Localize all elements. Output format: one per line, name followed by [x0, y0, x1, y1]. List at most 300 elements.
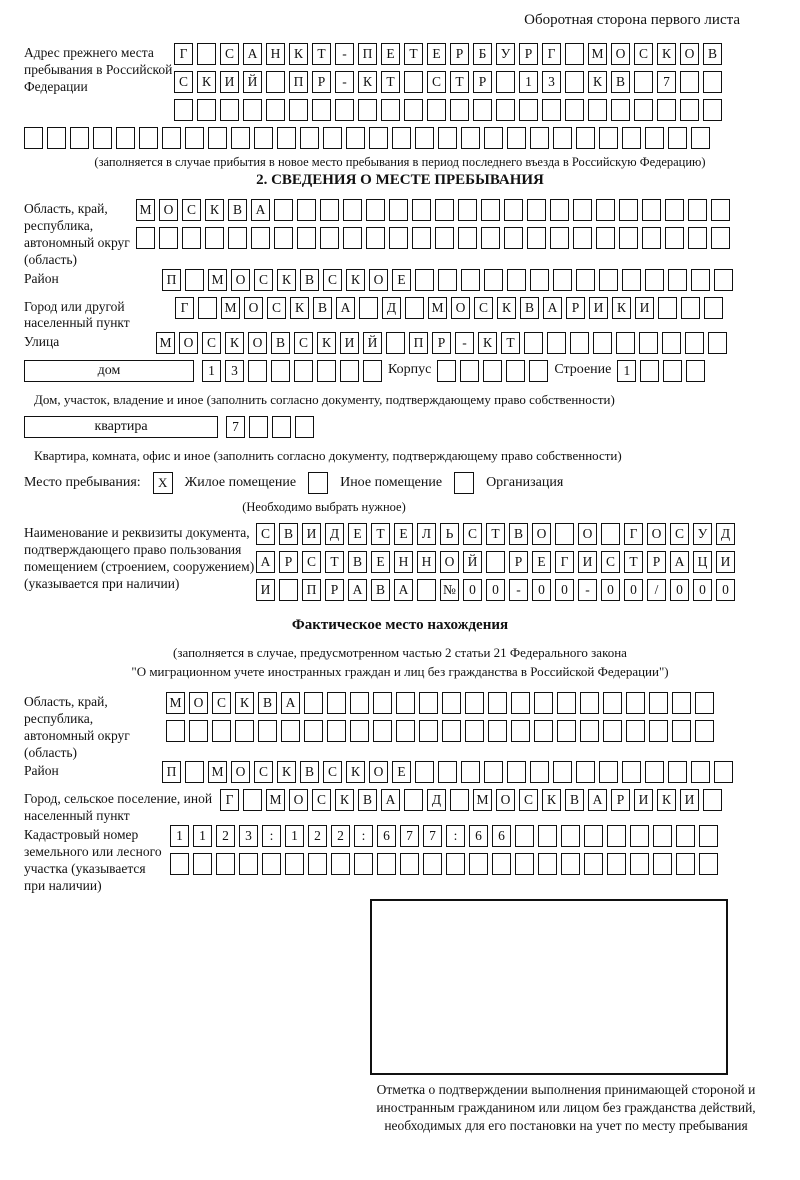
- char-cell[interactable]: [576, 269, 595, 291]
- char-cell[interactable]: [389, 227, 408, 249]
- checkbox-organization[interactable]: [454, 472, 474, 494]
- char-cell[interactable]: К: [289, 43, 308, 65]
- char-cell[interactable]: :: [262, 825, 281, 847]
- char-cell[interactable]: [469, 853, 488, 875]
- char-cell[interactable]: [235, 720, 254, 742]
- char-cell[interactable]: Т: [381, 71, 400, 93]
- char-cell[interactable]: [607, 853, 626, 875]
- char-cell[interactable]: [507, 269, 526, 291]
- char-cell[interactable]: [220, 99, 239, 121]
- char-cell[interactable]: [668, 127, 687, 149]
- char-cell[interactable]: О: [289, 789, 308, 811]
- char-cell[interactable]: [404, 789, 423, 811]
- char-cell[interactable]: С: [174, 71, 193, 93]
- char-cell[interactable]: [630, 853, 649, 875]
- char-cell[interactable]: [473, 99, 492, 121]
- char-cell[interactable]: [136, 227, 155, 249]
- char-cell[interactable]: [680, 99, 699, 121]
- char-cell[interactable]: [438, 127, 457, 149]
- char-cell[interactable]: [185, 761, 204, 783]
- char-cell[interactable]: Д: [427, 789, 446, 811]
- char-cell[interactable]: У: [693, 523, 712, 545]
- char-cell[interactable]: Е: [371, 551, 390, 573]
- char-cell[interactable]: О: [244, 297, 263, 319]
- char-cell[interactable]: [458, 199, 477, 221]
- char-cell[interactable]: [565, 43, 584, 65]
- char-cell[interactable]: А: [251, 199, 270, 221]
- char-cell[interactable]: О: [231, 761, 250, 783]
- char-cell[interactable]: [576, 761, 595, 783]
- char-cell[interactable]: Й: [463, 551, 482, 573]
- char-cell[interactable]: [323, 127, 342, 149]
- char-cell[interactable]: [182, 227, 201, 249]
- char-cell[interactable]: П: [302, 579, 321, 601]
- char-cell[interactable]: [279, 579, 298, 601]
- char-cell[interactable]: 0: [693, 579, 712, 601]
- char-cell[interactable]: [557, 692, 576, 714]
- char-cell[interactable]: [289, 99, 308, 121]
- char-cell[interactable]: С: [220, 43, 239, 65]
- char-cell[interactable]: [442, 720, 461, 742]
- char-cell[interactable]: Р: [450, 43, 469, 65]
- char-cell[interactable]: С: [212, 692, 231, 714]
- char-cell[interactable]: [304, 720, 323, 742]
- char-cell[interactable]: К: [335, 789, 354, 811]
- char-cell[interactable]: [653, 853, 672, 875]
- char-cell[interactable]: [538, 853, 557, 875]
- char-cell[interactable]: [676, 825, 695, 847]
- char-cell[interactable]: [483, 360, 502, 382]
- char-cell[interactable]: [366, 199, 385, 221]
- char-cell[interactable]: [496, 99, 515, 121]
- char-cell[interactable]: 7: [400, 825, 419, 847]
- char-cell[interactable]: 1: [519, 71, 538, 93]
- char-cell[interactable]: С: [601, 551, 620, 573]
- house-type-box[interactable]: дом: [24, 360, 194, 382]
- char-cell[interactable]: 1: [193, 825, 212, 847]
- char-cell[interactable]: [350, 720, 369, 742]
- char-cell[interactable]: [249, 416, 268, 438]
- char-cell[interactable]: 0: [532, 579, 551, 601]
- char-cell[interactable]: [170, 853, 189, 875]
- char-cell[interactable]: Е: [381, 43, 400, 65]
- char-cell[interactable]: О: [440, 551, 459, 573]
- char-cell[interactable]: [70, 127, 89, 149]
- char-cell[interactable]: [400, 853, 419, 875]
- char-cell[interactable]: К: [358, 71, 377, 93]
- char-cell[interactable]: Б: [473, 43, 492, 65]
- char-cell[interactable]: М: [428, 297, 447, 319]
- char-cell[interactable]: [335, 99, 354, 121]
- char-cell[interactable]: 3: [225, 360, 244, 382]
- char-cell[interactable]: [534, 692, 553, 714]
- char-cell[interactable]: [484, 269, 503, 291]
- char-cell[interactable]: [688, 227, 707, 249]
- char-cell[interactable]: [272, 416, 291, 438]
- char-cell[interactable]: [547, 332, 566, 354]
- char-cell[interactable]: [550, 227, 569, 249]
- char-cell[interactable]: М: [588, 43, 607, 65]
- char-cell[interactable]: К: [235, 692, 254, 714]
- char-cell[interactable]: [570, 332, 589, 354]
- char-cell[interactable]: [588, 99, 607, 121]
- char-cell[interactable]: П: [409, 332, 428, 354]
- char-cell[interactable]: [281, 720, 300, 742]
- char-cell[interactable]: С: [256, 523, 275, 545]
- char-cell[interactable]: [573, 227, 592, 249]
- char-cell[interactable]: [419, 692, 438, 714]
- char-cell[interactable]: [507, 127, 526, 149]
- char-cell[interactable]: Л: [417, 523, 436, 545]
- char-cell[interactable]: [228, 227, 247, 249]
- char-cell[interactable]: И: [256, 579, 275, 601]
- char-cell[interactable]: А: [381, 789, 400, 811]
- char-cell[interactable]: А: [281, 692, 300, 714]
- char-cell[interactable]: И: [635, 297, 654, 319]
- char-cell[interactable]: Г: [624, 523, 643, 545]
- char-cell[interactable]: Г: [174, 43, 193, 65]
- char-cell[interactable]: В: [313, 297, 332, 319]
- char-cell[interactable]: Р: [611, 789, 630, 811]
- char-cell[interactable]: К: [317, 332, 336, 354]
- char-cell[interactable]: О: [496, 789, 515, 811]
- char-cell[interactable]: [599, 127, 618, 149]
- char-cell[interactable]: /: [647, 579, 666, 601]
- char-cell[interactable]: [193, 853, 212, 875]
- char-cell[interactable]: В: [348, 551, 367, 573]
- char-cell[interactable]: №: [440, 579, 459, 601]
- char-cell[interactable]: [603, 720, 622, 742]
- char-cell[interactable]: [377, 853, 396, 875]
- char-cell[interactable]: [258, 720, 277, 742]
- char-cell[interactable]: [573, 199, 592, 221]
- char-cell[interactable]: [524, 332, 543, 354]
- char-cell[interactable]: [634, 99, 653, 121]
- char-cell[interactable]: -: [335, 43, 354, 65]
- char-cell[interactable]: Т: [371, 523, 390, 545]
- char-cell[interactable]: Е: [394, 523, 413, 545]
- char-cell[interactable]: И: [680, 789, 699, 811]
- char-cell[interactable]: В: [371, 579, 390, 601]
- char-cell[interactable]: [231, 127, 250, 149]
- char-cell[interactable]: К: [612, 297, 631, 319]
- char-cell[interactable]: [529, 360, 548, 382]
- char-cell[interactable]: [327, 692, 346, 714]
- char-cell[interactable]: [271, 360, 290, 382]
- char-cell[interactable]: В: [258, 692, 277, 714]
- char-cell[interactable]: [714, 269, 733, 291]
- char-cell[interactable]: В: [565, 789, 584, 811]
- char-cell[interactable]: С: [254, 269, 273, 291]
- char-cell[interactable]: [642, 199, 661, 221]
- char-cell[interactable]: [680, 71, 699, 93]
- char-cell[interactable]: [450, 99, 469, 121]
- char-cell[interactable]: [438, 761, 457, 783]
- char-cell[interactable]: [197, 99, 216, 121]
- char-cell[interactable]: [619, 227, 638, 249]
- char-cell[interactable]: К: [657, 789, 676, 811]
- char-cell[interactable]: В: [703, 43, 722, 65]
- char-cell[interactable]: [507, 761, 526, 783]
- char-cell[interactable]: [274, 227, 293, 249]
- char-cell[interactable]: К: [205, 199, 224, 221]
- char-cell[interactable]: О: [369, 269, 388, 291]
- char-cell[interactable]: [622, 761, 641, 783]
- char-cell[interactable]: [248, 360, 267, 382]
- char-cell[interactable]: [642, 227, 661, 249]
- char-cell[interactable]: Н: [417, 551, 436, 573]
- apartment-type-box[interactable]: квартира: [24, 416, 218, 438]
- char-cell[interactable]: 3: [542, 71, 561, 93]
- char-cell[interactable]: -: [335, 71, 354, 93]
- char-cell[interactable]: [496, 71, 515, 93]
- char-cell[interactable]: [197, 43, 216, 65]
- char-cell[interactable]: [404, 71, 423, 93]
- char-cell[interactable]: О: [189, 692, 208, 714]
- char-cell[interactable]: [343, 199, 362, 221]
- char-cell[interactable]: [24, 127, 43, 149]
- char-cell[interactable]: А: [394, 579, 413, 601]
- char-cell[interactable]: [527, 227, 546, 249]
- char-cell[interactable]: В: [279, 523, 298, 545]
- char-cell[interactable]: 6: [377, 825, 396, 847]
- char-cell[interactable]: [437, 360, 456, 382]
- char-cell[interactable]: 1: [285, 825, 304, 847]
- char-cell[interactable]: О: [369, 761, 388, 783]
- char-cell[interactable]: С: [670, 523, 689, 545]
- char-cell[interactable]: Р: [325, 579, 344, 601]
- char-cell[interactable]: [412, 227, 431, 249]
- char-cell[interactable]: 0: [624, 579, 643, 601]
- char-cell[interactable]: Р: [647, 551, 666, 573]
- char-cell[interactable]: С: [323, 761, 342, 783]
- char-cell[interactable]: [645, 269, 664, 291]
- char-cell[interactable]: [438, 269, 457, 291]
- char-cell[interactable]: [435, 227, 454, 249]
- char-cell[interactable]: [561, 853, 580, 875]
- char-cell[interactable]: М: [208, 761, 227, 783]
- char-cell[interactable]: О: [159, 199, 178, 221]
- char-cell[interactable]: Н: [266, 43, 285, 65]
- char-cell[interactable]: [640, 360, 659, 382]
- char-cell[interactable]: [274, 199, 293, 221]
- char-cell[interactable]: [596, 199, 615, 221]
- char-cell[interactable]: [645, 127, 664, 149]
- char-cell[interactable]: [703, 789, 722, 811]
- char-cell[interactable]: [527, 199, 546, 221]
- char-cell[interactable]: [691, 761, 710, 783]
- char-cell[interactable]: Г: [542, 43, 561, 65]
- char-cell[interactable]: С: [312, 789, 331, 811]
- char-cell[interactable]: [419, 720, 438, 742]
- char-cell[interactable]: [708, 332, 727, 354]
- char-cell[interactable]: [159, 227, 178, 249]
- char-cell[interactable]: [691, 127, 710, 149]
- char-cell[interactable]: [593, 332, 612, 354]
- char-cell[interactable]: [515, 825, 534, 847]
- char-cell[interactable]: [511, 692, 530, 714]
- char-cell[interactable]: Ц: [693, 551, 712, 573]
- char-cell[interactable]: [557, 720, 576, 742]
- char-cell[interactable]: [703, 99, 722, 121]
- char-cell[interactable]: Р: [312, 71, 331, 93]
- char-cell[interactable]: [417, 579, 436, 601]
- char-cell[interactable]: В: [611, 71, 630, 93]
- char-cell[interactable]: [350, 692, 369, 714]
- char-cell[interactable]: [415, 269, 434, 291]
- char-cell[interactable]: [415, 127, 434, 149]
- char-cell[interactable]: [369, 127, 388, 149]
- char-cell[interactable]: [530, 761, 549, 783]
- char-cell[interactable]: Т: [325, 551, 344, 573]
- char-cell[interactable]: [645, 761, 664, 783]
- char-cell[interactable]: 0: [463, 579, 482, 601]
- char-cell[interactable]: И: [302, 523, 321, 545]
- char-cell[interactable]: [649, 692, 668, 714]
- char-cell[interactable]: [634, 71, 653, 93]
- char-cell[interactable]: [358, 99, 377, 121]
- char-cell[interactable]: [695, 720, 714, 742]
- char-cell[interactable]: В: [271, 332, 290, 354]
- char-cell[interactable]: [599, 761, 618, 783]
- char-cell[interactable]: [446, 853, 465, 875]
- char-cell[interactable]: [396, 692, 415, 714]
- char-cell[interactable]: 1: [170, 825, 189, 847]
- char-cell[interactable]: [461, 269, 480, 291]
- char-cell[interactable]: [174, 99, 193, 121]
- char-cell[interactable]: [672, 692, 691, 714]
- char-cell[interactable]: 3: [239, 825, 258, 847]
- char-cell[interactable]: М: [166, 692, 185, 714]
- char-cell[interactable]: [427, 99, 446, 121]
- char-cell[interactable]: [243, 789, 262, 811]
- char-cell[interactable]: [630, 825, 649, 847]
- char-cell[interactable]: П: [289, 71, 308, 93]
- char-cell[interactable]: [607, 825, 626, 847]
- char-cell[interactable]: И: [340, 332, 359, 354]
- char-cell[interactable]: 0: [670, 579, 689, 601]
- char-cell[interactable]: [396, 720, 415, 742]
- char-cell[interactable]: И: [589, 297, 608, 319]
- char-cell[interactable]: [542, 99, 561, 121]
- char-cell[interactable]: [653, 825, 672, 847]
- char-cell[interactable]: В: [509, 523, 528, 545]
- char-cell[interactable]: [312, 99, 331, 121]
- char-cell[interactable]: С: [202, 332, 221, 354]
- char-cell[interactable]: [354, 853, 373, 875]
- char-cell[interactable]: О: [578, 523, 597, 545]
- char-cell[interactable]: И: [220, 71, 239, 93]
- char-cell[interactable]: М: [156, 332, 175, 354]
- char-cell[interactable]: [657, 99, 676, 121]
- char-cell[interactable]: :: [354, 825, 373, 847]
- char-cell[interactable]: К: [497, 297, 516, 319]
- char-cell[interactable]: [481, 227, 500, 249]
- char-cell[interactable]: [343, 227, 362, 249]
- char-cell[interactable]: [596, 227, 615, 249]
- char-cell[interactable]: [530, 269, 549, 291]
- char-cell[interactable]: М: [136, 199, 155, 221]
- char-cell[interactable]: В: [300, 761, 319, 783]
- char-cell[interactable]: В: [300, 269, 319, 291]
- char-cell[interactable]: [465, 720, 484, 742]
- char-cell[interactable]: О: [647, 523, 666, 545]
- char-cell[interactable]: [340, 360, 359, 382]
- char-cell[interactable]: Е: [392, 269, 411, 291]
- char-cell[interactable]: [714, 761, 733, 783]
- char-cell[interactable]: [599, 269, 618, 291]
- char-cell[interactable]: [504, 199, 523, 221]
- char-cell[interactable]: Р: [519, 43, 538, 65]
- char-cell[interactable]: [691, 269, 710, 291]
- char-cell[interactable]: Д: [716, 523, 735, 545]
- char-cell[interactable]: Г: [175, 297, 194, 319]
- char-cell[interactable]: Т: [486, 523, 505, 545]
- char-cell[interactable]: 0: [486, 579, 505, 601]
- char-cell[interactable]: К: [277, 269, 296, 291]
- char-cell[interactable]: [622, 269, 641, 291]
- char-cell[interactable]: [320, 199, 339, 221]
- char-cell[interactable]: [665, 199, 684, 221]
- char-cell[interactable]: [668, 269, 687, 291]
- char-cell[interactable]: С: [182, 199, 201, 221]
- char-cell[interactable]: Р: [509, 551, 528, 573]
- char-cell[interactable]: А: [348, 579, 367, 601]
- char-cell[interactable]: [404, 99, 423, 121]
- char-cell[interactable]: [216, 853, 235, 875]
- char-cell[interactable]: [486, 551, 505, 573]
- char-cell[interactable]: [492, 853, 511, 875]
- char-cell[interactable]: М: [221, 297, 240, 319]
- char-cell[interactable]: К: [290, 297, 309, 319]
- char-cell[interactable]: А: [543, 297, 562, 319]
- char-cell[interactable]: [166, 720, 185, 742]
- char-cell[interactable]: [461, 761, 480, 783]
- char-cell[interactable]: [603, 692, 622, 714]
- char-cell[interactable]: [672, 720, 691, 742]
- char-cell[interactable]: [185, 269, 204, 291]
- char-cell[interactable]: П: [358, 43, 377, 65]
- char-cell[interactable]: [663, 360, 682, 382]
- char-cell[interactable]: О: [179, 332, 198, 354]
- char-cell[interactable]: [366, 227, 385, 249]
- char-cell[interactable]: [511, 720, 530, 742]
- char-cell[interactable]: [412, 199, 431, 221]
- char-cell[interactable]: [320, 227, 339, 249]
- char-cell[interactable]: [601, 523, 620, 545]
- char-cell[interactable]: К: [225, 332, 244, 354]
- char-cell[interactable]: [639, 332, 658, 354]
- char-cell[interactable]: Й: [363, 332, 382, 354]
- char-cell[interactable]: [405, 297, 424, 319]
- char-cell[interactable]: 0: [601, 579, 620, 601]
- char-cell[interactable]: [208, 127, 227, 149]
- char-cell[interactable]: С: [323, 269, 342, 291]
- char-cell[interactable]: П: [162, 761, 181, 783]
- char-cell[interactable]: Т: [624, 551, 643, 573]
- checkbox-residential[interactable]: X: [153, 472, 173, 494]
- char-cell[interactable]: К: [346, 761, 365, 783]
- char-cell[interactable]: [611, 99, 630, 121]
- char-cell[interactable]: [553, 127, 572, 149]
- char-cell[interactable]: [580, 692, 599, 714]
- char-cell[interactable]: К: [197, 71, 216, 93]
- char-cell[interactable]: 2: [308, 825, 327, 847]
- char-cell[interactable]: [553, 269, 572, 291]
- char-cell[interactable]: [565, 71, 584, 93]
- char-cell[interactable]: Е: [348, 523, 367, 545]
- char-cell[interactable]: [243, 99, 262, 121]
